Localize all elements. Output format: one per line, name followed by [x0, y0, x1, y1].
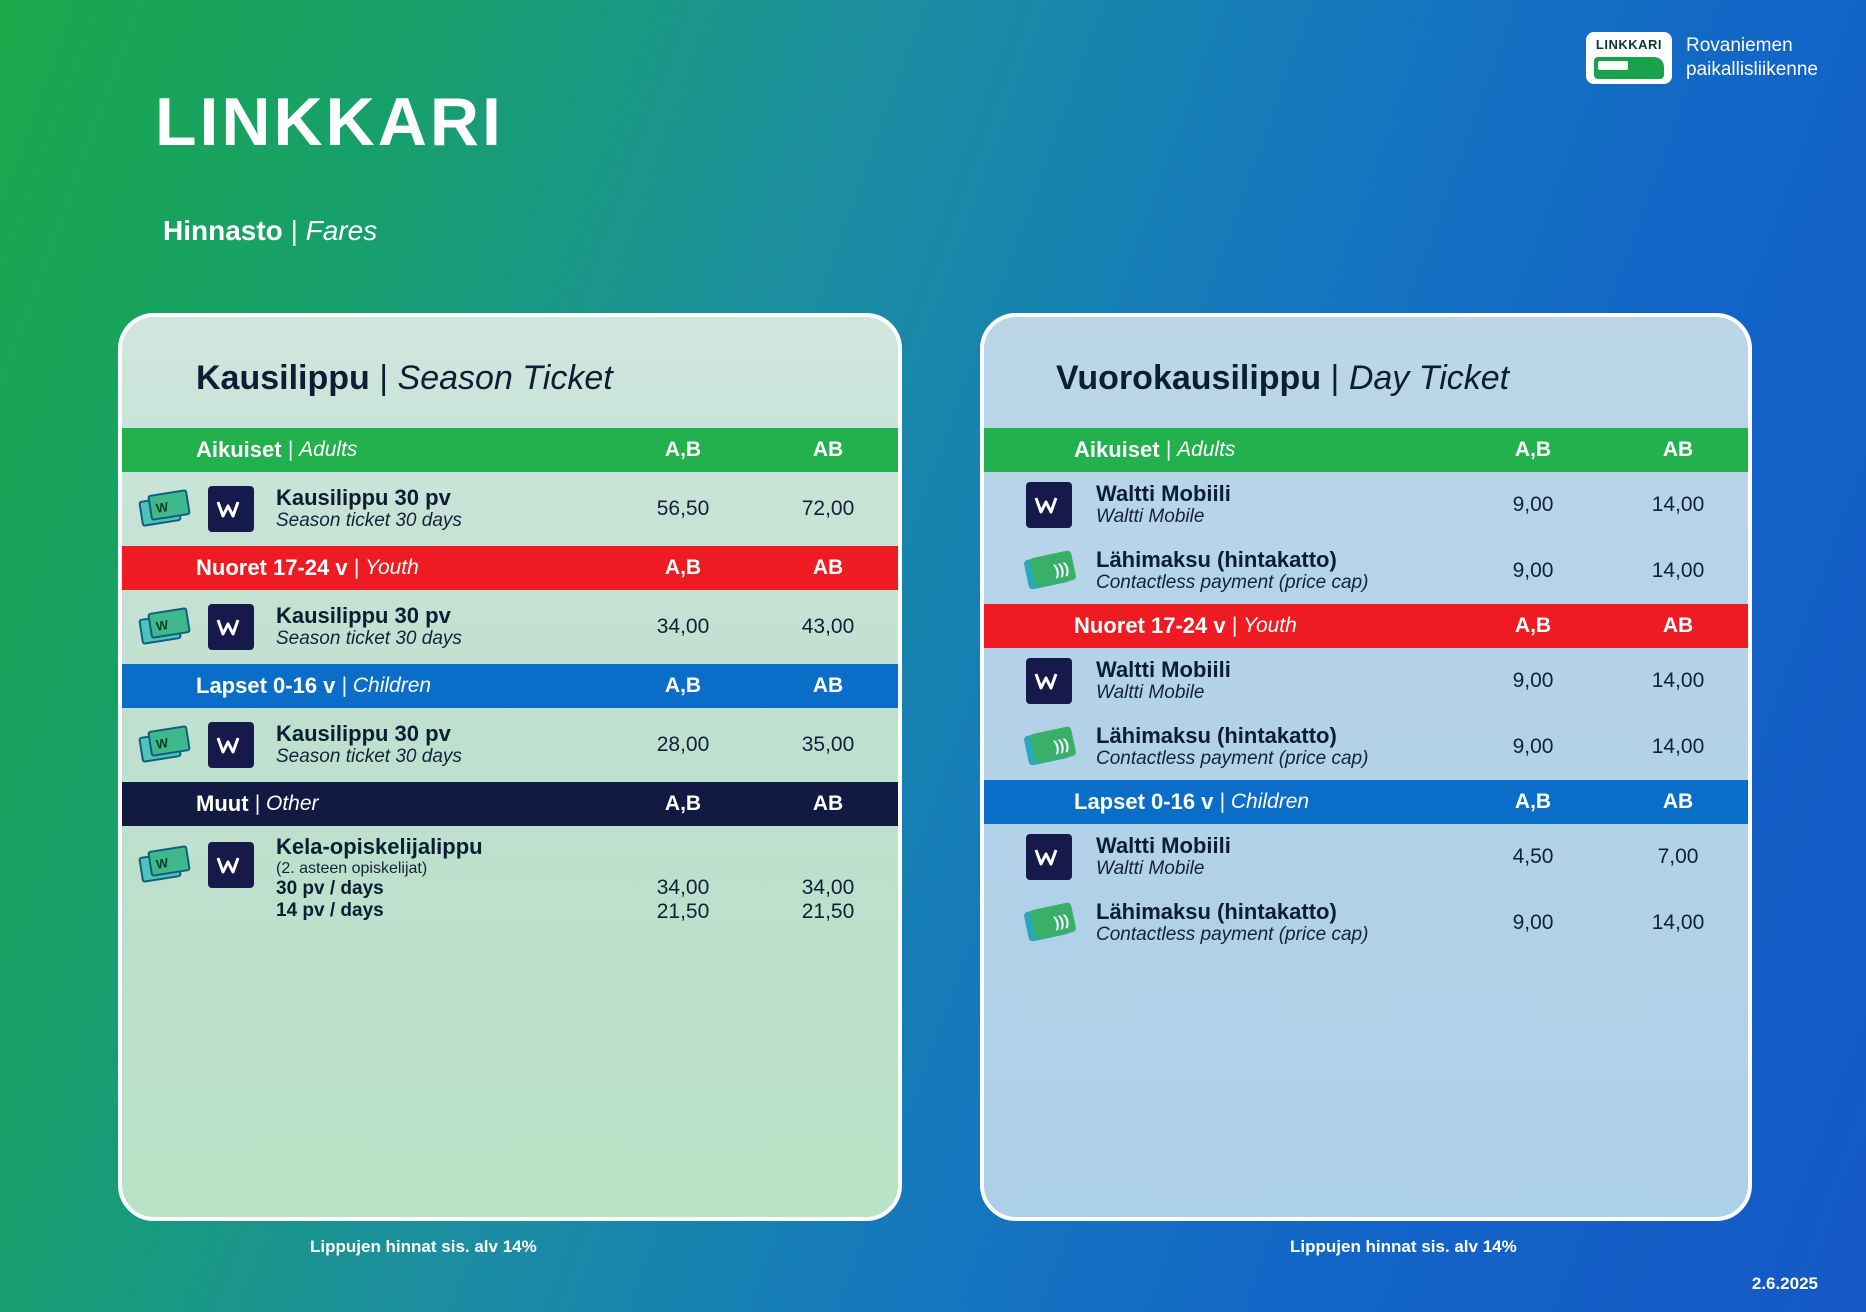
group-name-fi: Nuoret 17-24 v — [196, 555, 348, 580]
row-duration-14: 14 pv / days — [276, 900, 384, 922]
price-ab-all: 14,00 — [1651, 735, 1705, 758]
page-subtitle — [163, 215, 377, 247]
group-name-fi: Aikuiset — [196, 437, 282, 462]
group-separator: | — [1165, 438, 1172, 461]
table-row — [984, 472, 1748, 538]
group-name-en: Children — [352, 674, 432, 697]
row-title-en: Season ticket 30 days — [276, 510, 462, 532]
group-separator: | — [254, 792, 260, 815]
price-ab-all: 72,00 — [801, 497, 855, 520]
row-title-fi: Kausilippu 30 pv — [276, 720, 451, 746]
waltti-icon — [208, 722, 254, 768]
waltti-icon — [208, 604, 254, 650]
waltti-icon — [1026, 834, 1072, 880]
brand-logo — [1586, 32, 1818, 84]
price-ab-all: 14,00 — [1651, 669, 1705, 692]
group-name-en: Adults — [1177, 438, 1236, 461]
bus-icon — [1594, 57, 1664, 79]
card-day-title-fi: Vuorokausilippu — [1056, 359, 1322, 397]
column-header-ab-all: AB — [812, 674, 844, 697]
table-row — [984, 538, 1748, 604]
row-title-fi: Waltti Mobiili — [1096, 656, 1231, 682]
column-header-ab-all: AB — [812, 792, 844, 815]
page-subtitle-fi: Hinnasto — [163, 215, 283, 246]
group-header-children-season — [122, 664, 898, 708]
table-row — [122, 826, 898, 930]
price-ab: 34,00 — [656, 615, 710, 638]
group-name-fi: Aikuiset — [1074, 437, 1160, 462]
card-season-title-en: Season Ticket — [397, 359, 613, 397]
column-header-ab: A,B — [664, 674, 702, 697]
operator-name — [1686, 34, 1818, 82]
price-ab: 9,00 — [1512, 559, 1554, 582]
card-season-title-separator: | — [379, 359, 389, 397]
table-row — [122, 590, 898, 664]
group-separator: | — [287, 438, 294, 461]
price-ab: 56,50 — [656, 497, 710, 520]
row-title-en: Waltti Mobile — [1096, 506, 1205, 528]
linkkari-logo-icon — [1586, 32, 1672, 84]
group-name-fi: Muut — [196, 791, 249, 816]
group-name-fi: Lapset 0-16 v — [1074, 789, 1214, 814]
column-header-ab: A,B — [664, 556, 702, 579]
price-ab: 9,00 — [1512, 669, 1554, 692]
group-header-other-season — [122, 782, 898, 826]
card-day-ticket — [980, 313, 1752, 1221]
contactless-card-icon: ))) — [1024, 550, 1076, 592]
column-header-ab: A,B — [664, 438, 702, 461]
group-header-youth-season — [122, 546, 898, 590]
column-header-ab: A,B — [1514, 614, 1552, 637]
table-row — [984, 714, 1748, 780]
row-title-en: Waltti Mobile — [1096, 858, 1205, 880]
price-ab-all: 35,00 — [801, 733, 855, 756]
group-name-fi: Lapset 0-16 v — [196, 673, 336, 698]
operator-line-2: paikallisliikenne — [1685, 59, 1818, 80]
row-title-fi: Kausilippu 30 pv — [276, 484, 451, 510]
row-title-en: Contactless payment (price cap) — [1096, 924, 1369, 946]
table-row — [984, 648, 1748, 714]
price-ab-all: 14,00 — [1651, 911, 1705, 934]
footnote-left: Lippujen hinnat sis. alv 14% — [310, 1237, 537, 1256]
card-day-title-separator: | — [1330, 359, 1340, 397]
date-stamp: 2.6.2025 — [1751, 1274, 1818, 1293]
group-separator: | — [353, 556, 360, 579]
group-name-en: Youth — [365, 556, 419, 579]
row-title-fi: Lähimaksu (hintakatto) — [1096, 546, 1337, 572]
row-title-fi: Waltti Mobiili — [1096, 832, 1231, 858]
price-ab: 4,50 — [1512, 845, 1554, 868]
group-name-en: Adults — [299, 438, 358, 461]
waltti-icon — [1026, 482, 1072, 528]
tickets-icon: W — [140, 607, 192, 647]
price-ab-14: 21,50 — [656, 900, 710, 923]
row-title-fi: Kela-opiskelijalippu — [276, 833, 483, 859]
card-season-title-fi: Kausilippu — [196, 359, 370, 397]
price-ab: 9,00 — [1512, 735, 1554, 758]
column-header-ab: A,B — [664, 792, 702, 815]
waltti-icon — [208, 486, 254, 532]
price-ab-all: 43,00 — [801, 615, 855, 638]
price-ab-all-30: 34,00 — [801, 876, 855, 899]
row-title-en: Season ticket 30 days — [276, 628, 462, 650]
price-ab: 28,00 — [656, 733, 710, 756]
table-row — [122, 472, 898, 546]
group-name-en: Other — [266, 792, 319, 815]
column-header-ab: A,B — [1514, 438, 1552, 461]
price-ab: 9,00 — [1512, 911, 1554, 934]
row-title-fi: Lähimaksu (hintakatto) — [1096, 898, 1337, 924]
group-name-en: Children — [1230, 790, 1310, 813]
group-separator: | — [1231, 614, 1238, 637]
card-season-title — [122, 317, 898, 428]
price-ab: 9,00 — [1512, 493, 1554, 516]
row-title-en: Contactless payment (price cap) — [1096, 748, 1369, 770]
row-title-en: Contactless payment (price cap) — [1096, 572, 1369, 594]
row-title-fi: Waltti Mobiili — [1096, 480, 1231, 506]
waltti-icon — [1026, 658, 1072, 704]
price-ab-all: 14,00 — [1651, 493, 1705, 516]
group-header-adults-season — [122, 428, 898, 472]
price-ab-30: 34,00 — [656, 876, 710, 899]
price-ab-all: 14,00 — [1651, 559, 1705, 582]
waltti-icon — [208, 842, 254, 888]
group-header-adults-day — [984, 428, 1748, 472]
column-header-ab-all: AB — [1662, 790, 1694, 813]
card-day-title — [984, 317, 1748, 428]
contactless-card-icon: ))) — [1024, 726, 1076, 768]
row-title-fi: Lähimaksu (hintakatto) — [1096, 722, 1337, 748]
row-duration-30: 30 pv / days — [276, 878, 384, 900]
table-row — [984, 890, 1748, 956]
group-header-children-day — [984, 780, 1748, 824]
group-separator: | — [341, 674, 347, 697]
subtitle-separator: | — [290, 215, 298, 246]
price-ab-all: 7,00 — [1657, 845, 1699, 868]
tickets-icon: W — [140, 845, 192, 885]
logo-mark-text: LINKKARI — [1595, 37, 1663, 52]
column-header-ab: A,B — [1514, 790, 1552, 813]
tickets-icon: W — [140, 725, 192, 765]
price-ab-all-14: 21,50 — [801, 900, 855, 923]
operator-line-1: Rovaniemen — [1685, 35, 1793, 57]
row-note: (2. asteen opiskelijat) — [276, 860, 428, 878]
column-header-ab-all: AB — [812, 438, 844, 461]
group-separator: | — [1219, 790, 1225, 813]
table-row — [122, 708, 898, 782]
column-header-ab-all: AB — [1662, 438, 1694, 461]
tickets-icon: W — [140, 489, 192, 529]
contactless-card-icon: ))) — [1024, 902, 1076, 944]
card-day-title-en: Day Ticket — [1348, 359, 1510, 397]
page-subtitle-en: Fares — [305, 215, 378, 246]
column-header-ab-all: AB — [1662, 614, 1694, 637]
group-name-fi: Nuoret 17-24 v — [1074, 613, 1226, 638]
card-season-ticket — [118, 313, 902, 1221]
group-header-youth-day — [984, 604, 1748, 648]
row-title-en: Season ticket 30 days — [276, 746, 462, 768]
group-name-en: Youth — [1243, 614, 1297, 637]
row-title-fi: Kausilippu 30 pv — [276, 602, 451, 628]
page-title: LINKKARI — [155, 84, 504, 160]
footnote-right: Lippujen hinnat sis. alv 14% — [1290, 1237, 1517, 1256]
table-row — [984, 824, 1748, 890]
column-header-ab-all: AB — [812, 556, 844, 579]
row-title-en: Waltti Mobile — [1096, 682, 1205, 704]
